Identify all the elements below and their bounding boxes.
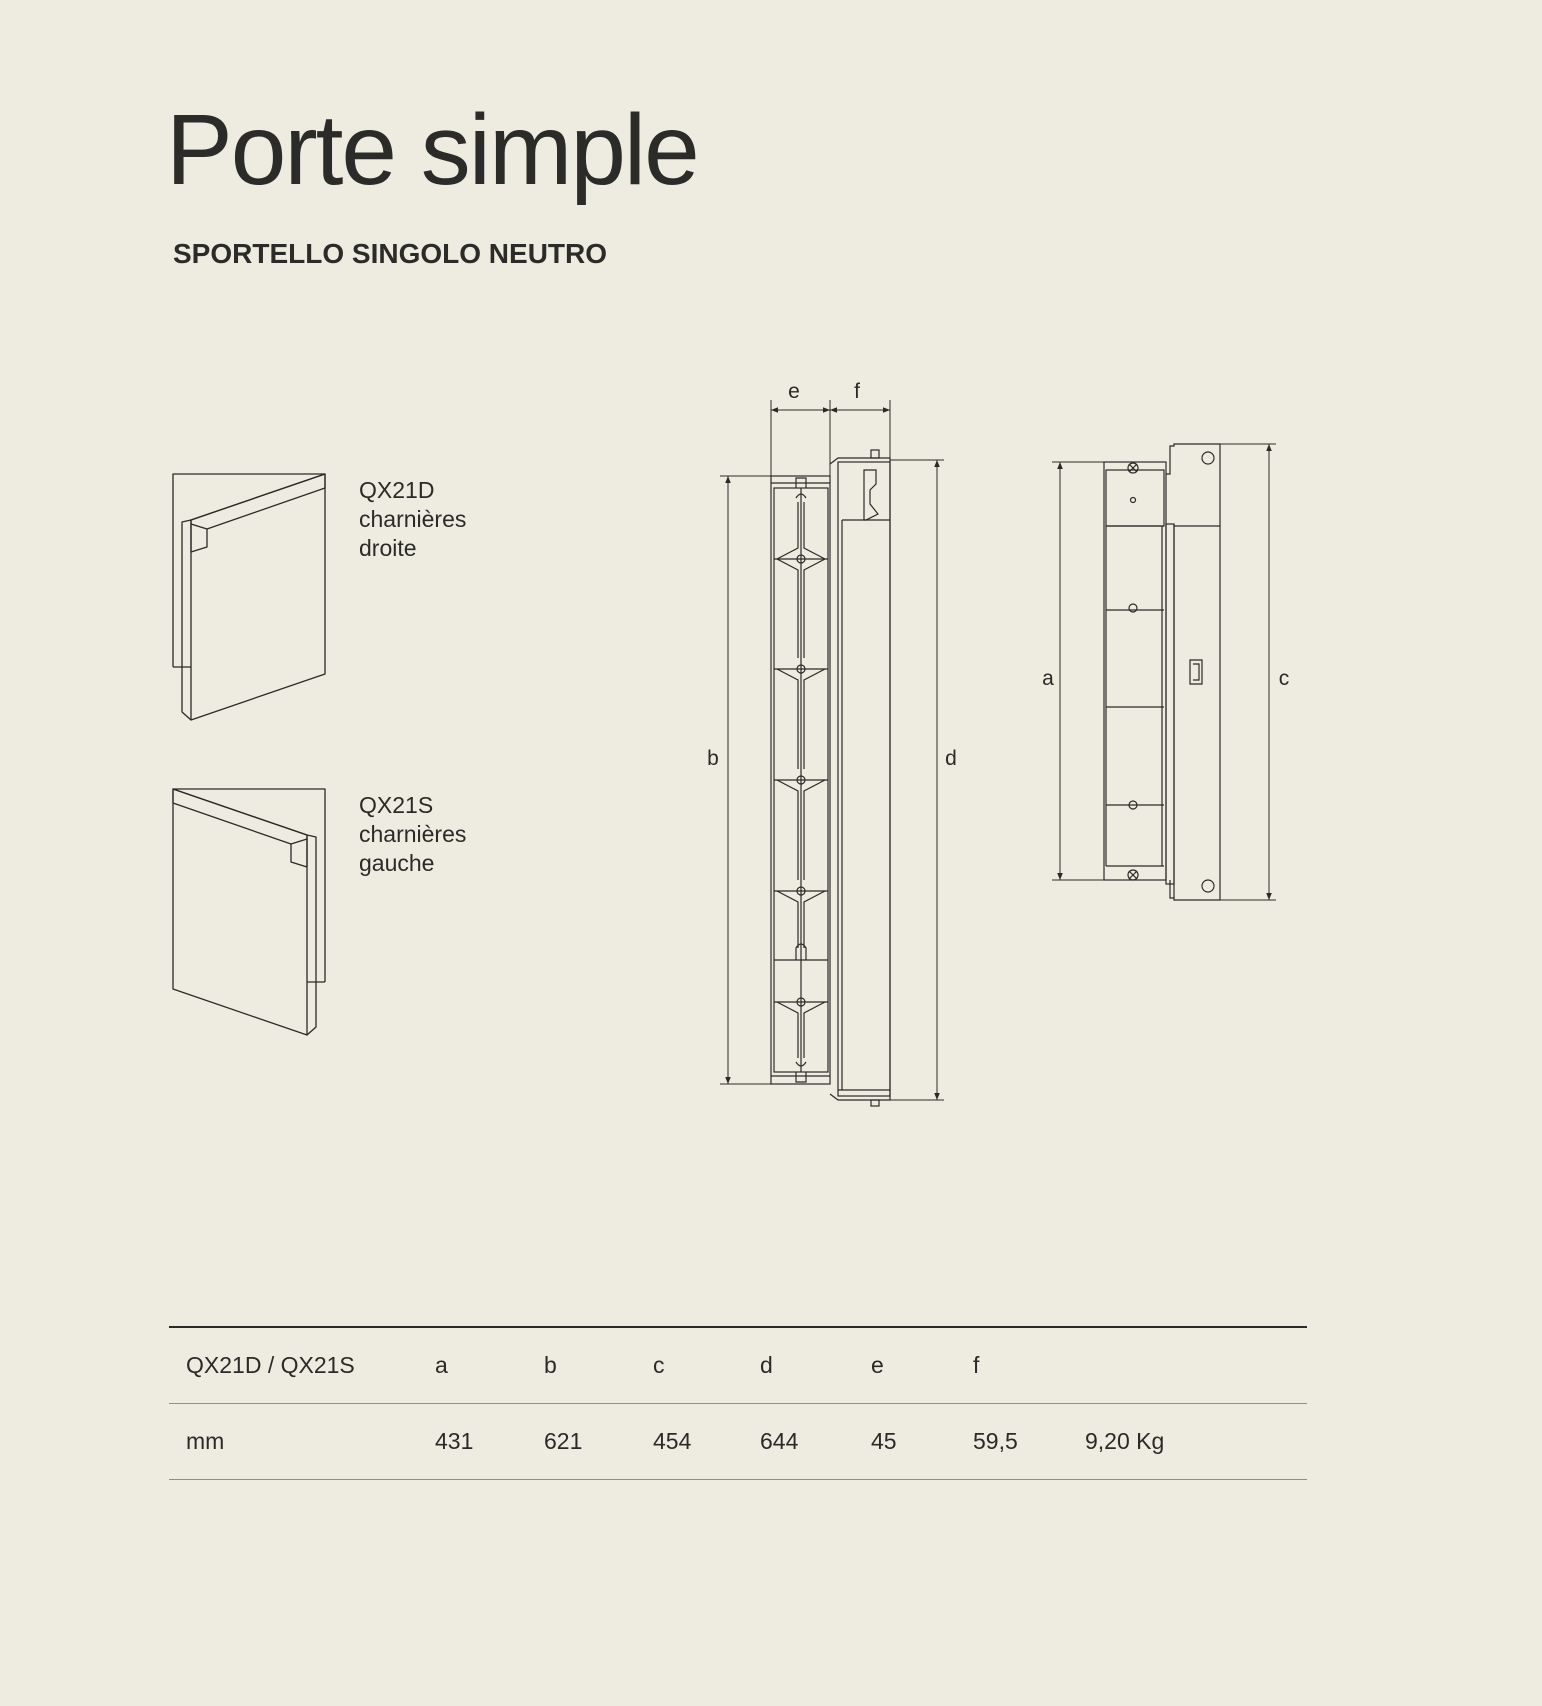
page-subtitle: SPORTELLO SINGOLO NEUTRO xyxy=(173,238,608,269)
variant-code: QX21S xyxy=(359,792,434,818)
side-view-drawing xyxy=(771,450,890,1106)
table-header-cell: e xyxy=(871,1351,884,1378)
table-cell-unit: mm xyxy=(186,1427,225,1454)
table-header-cell: f xyxy=(973,1351,980,1378)
table-cell: 644 xyxy=(760,1427,799,1454)
table-header-cell: a xyxy=(435,1351,448,1378)
dimension-label-f: f xyxy=(854,380,860,403)
table-header-cell: b xyxy=(544,1351,557,1378)
dimension-label-a: a xyxy=(1042,667,1054,690)
dimension-label-d: d xyxy=(945,747,957,770)
front-view-drawing xyxy=(1104,444,1220,900)
table-header-cell: c xyxy=(653,1351,665,1378)
table-header-cell: d xyxy=(760,1351,773,1378)
table-header-cell: QX21D / QX21S xyxy=(186,1351,355,1378)
dimension-label-b: b xyxy=(707,747,719,770)
table-cell: 59,5 xyxy=(973,1427,1018,1454)
dimensions-table xyxy=(169,1326,1307,1480)
table-cell: 454 xyxy=(653,1427,692,1454)
variant-hinge-side: gauche xyxy=(359,850,435,876)
variant-hinge-side: droite xyxy=(359,535,417,561)
dimension-label-e: e xyxy=(788,380,800,403)
table-cell-weight: 9,20 Kg xyxy=(1085,1427,1165,1454)
variant-code: QX21D xyxy=(359,477,435,503)
dimension-label-c: c xyxy=(1278,667,1290,690)
variant-hinge-label: charnières xyxy=(359,821,467,847)
table-header-row xyxy=(169,1327,1307,1403)
page-title: Porte simple xyxy=(166,94,698,206)
table-cell: 431 xyxy=(435,1427,474,1454)
table-cell: 45 xyxy=(871,1427,897,1454)
table-header-cell xyxy=(1085,1327,1307,1403)
variant-hinge-label: charnières xyxy=(359,506,467,532)
table-cell: 621 xyxy=(544,1427,583,1454)
table-row xyxy=(169,1403,1307,1479)
